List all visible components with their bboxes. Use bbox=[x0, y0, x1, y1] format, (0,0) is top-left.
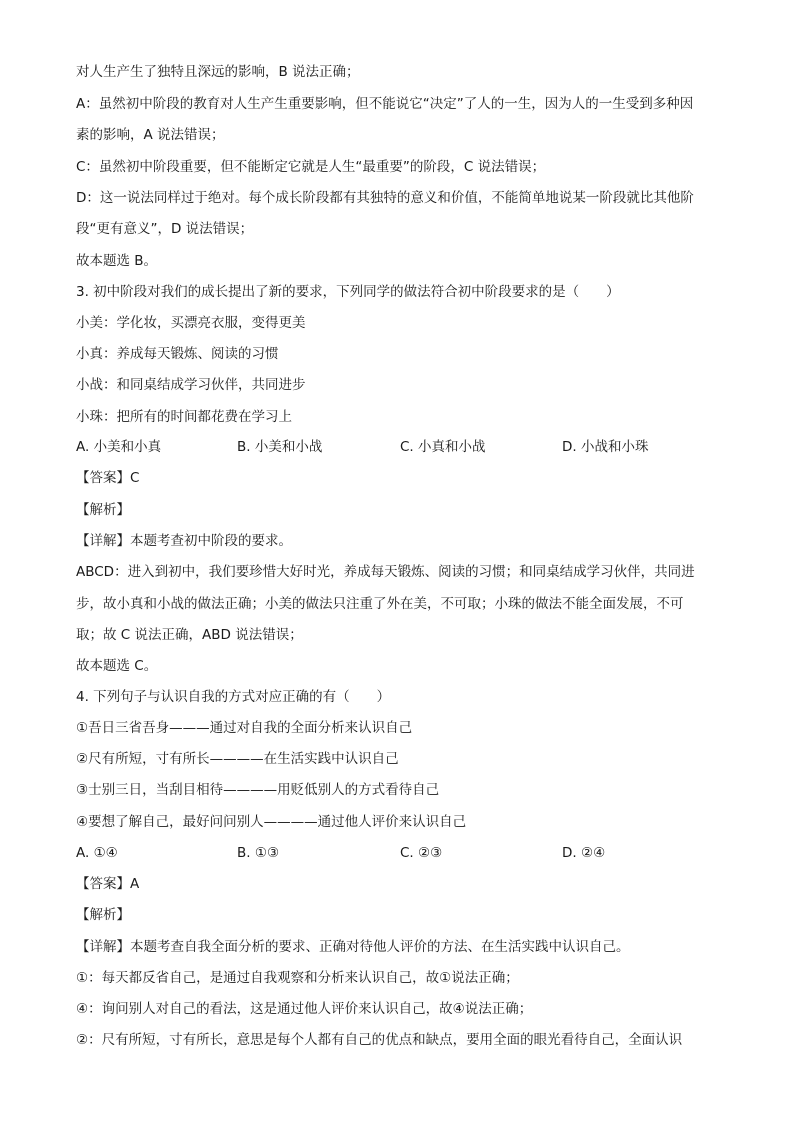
text-line: 小真：养成每天锻炼、阅读的习惯 bbox=[76, 346, 279, 362]
text-line: ②尺有所短，寸有所长————在生活实践中认识自己 bbox=[76, 751, 399, 767]
detail-line: ④：询问别人对自己的看法，这是通过他人评价来认识自己，故④说法正确； bbox=[76, 1001, 533, 1017]
detail-line: ②：尺有所短，寸有所长，意思是每个人都有自己的优点和缺点，要用全面的眼光看待自己，全面认识 bbox=[76, 1032, 683, 1048]
analysis-label: 【解析】 bbox=[76, 502, 130, 518]
text-line: ④要想了解自己，最好问问别人————通过他人评价来认识自己 bbox=[76, 814, 467, 830]
text-line: D：这一说法同样过于绝对。每个成长阶段都有其独特的意义和价值，不能简单地说某一阶段就比其他阶 bbox=[76, 190, 694, 206]
question-3-stem: 3. 初中阶段对我们的成长提出了新的要求，下列同学的做法符合初中阶段要求的是（ ） bbox=[76, 284, 620, 300]
text-line: 小珠：把所有的时间都花费在学习上 bbox=[76, 409, 292, 425]
text-line: C：虽然初中阶段重要，但不能断定它就是人生“最重要”的阶段，C 说法错误； bbox=[76, 159, 546, 175]
text-line: 素的影响，A 说法错误； bbox=[76, 127, 225, 143]
detail-line: ①：每天都反省自己，是通过自我观察和分析来认识自己，故①说法正确； bbox=[76, 970, 519, 986]
detail-line: 取；故 C 说法正确，ABD 说法错误； bbox=[76, 627, 303, 643]
text-line: 小美：学化妆，买漂亮衣服，变得更美 bbox=[76, 315, 306, 331]
detail-line: 【详解】本题考查初中阶段的要求。 bbox=[76, 533, 292, 549]
option-d: D. ②④ bbox=[562, 845, 606, 861]
analysis-label: 【解析】 bbox=[76, 907, 130, 923]
option-a: A. 小美和小真 bbox=[76, 439, 162, 455]
option-c: C. ②③ bbox=[400, 845, 443, 861]
option-d: D. 小战和小珠 bbox=[562, 439, 649, 455]
answer-label: 【答案】C bbox=[76, 470, 140, 486]
text-line: 故本题选 B。 bbox=[76, 253, 158, 269]
detail-line: 故本题选 C。 bbox=[76, 658, 158, 674]
text-line: 对人生产生了独特且深远的影响，B 说法正确； bbox=[76, 64, 360, 80]
text-line: ①吾日三省吾身———通过对自我的全面分析来认识自己 bbox=[76, 720, 413, 736]
option-b: B. 小美和小战 bbox=[237, 439, 323, 455]
option-a: A. ①④ bbox=[76, 845, 118, 861]
option-b: B. ①③ bbox=[237, 845, 280, 861]
detail-line: ABCD：进入到初中，我们要珍惜大好时光，养成每天锻炼、阅读的习惯；和同桌结成学习伙伴，共同进 bbox=[76, 564, 695, 580]
text-line: 段“更有意义”，D 说法错误； bbox=[76, 221, 254, 237]
detail-line: 【详解】本题考查自我全面分析的要求、正确对待他人评价的方法、在生活实践中认识自己。 bbox=[76, 939, 630, 955]
option-c: C. 小真和小战 bbox=[400, 439, 486, 455]
detail-line: 步，故小真和小战的做法正确；小美的做法只注重了外在美，不可取；小珠的做法不能全面发展，不可 bbox=[76, 596, 684, 612]
text-line: ③士别三日，当刮目相待————用贬低别人的方式看待自己 bbox=[76, 782, 440, 798]
text-line: 小战：和同桌结成学习伙伴，共同进步 bbox=[76, 377, 306, 393]
question-4-stem: 4. 下列句子与认识自我的方式对应正确的有（ ） bbox=[76, 689, 391, 705]
answer-label: 【答案】A bbox=[76, 876, 140, 892]
text-line: A：虽然初中阶段的教育对人生产生重要影响，但不能说它“决定”了人的一生，因为人的一生受到多种因 bbox=[76, 96, 694, 112]
